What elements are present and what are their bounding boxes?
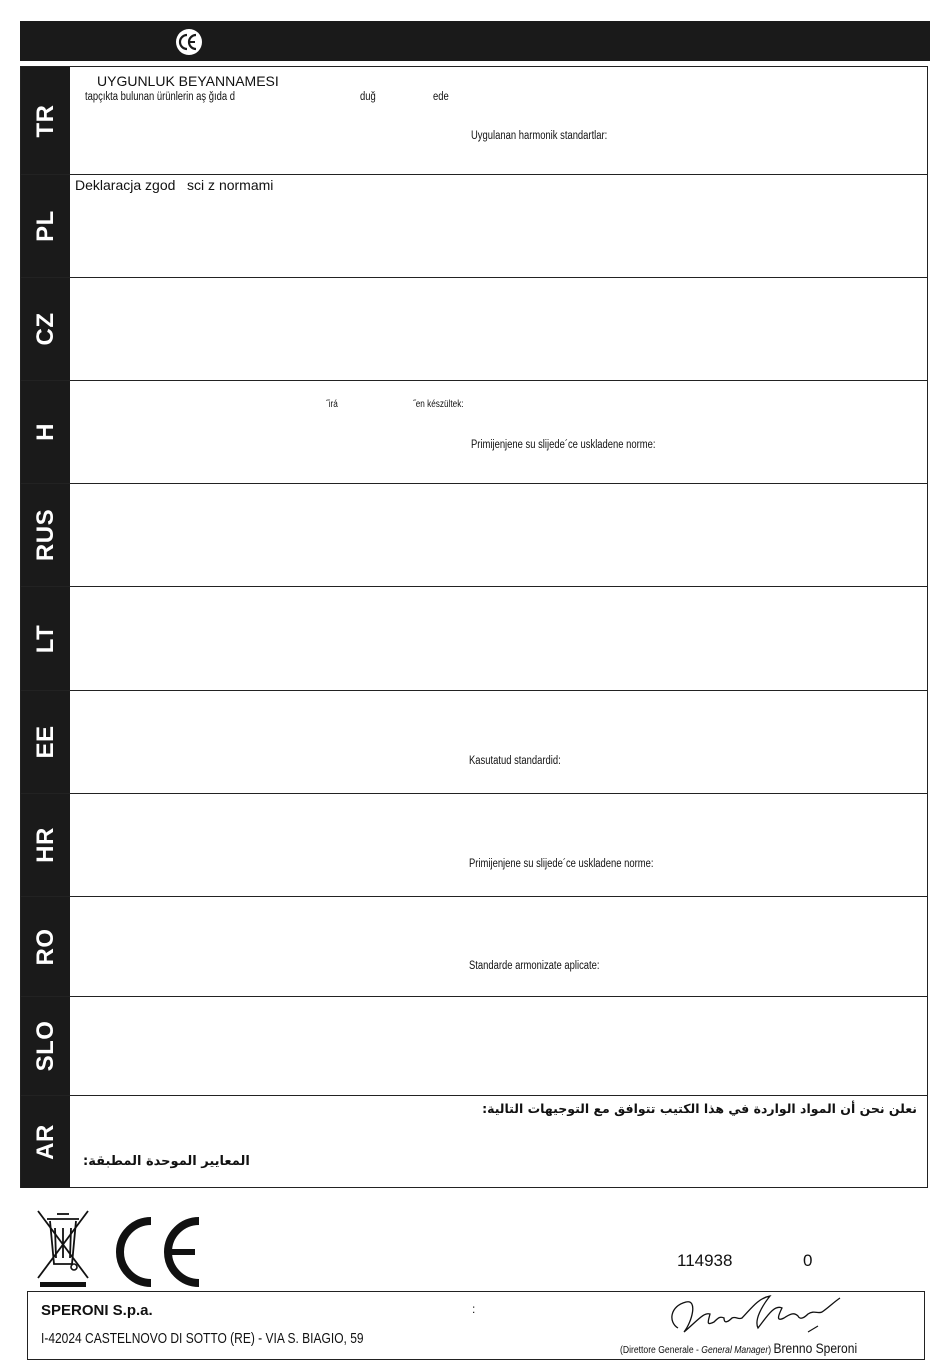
language-label-ro: RO: [21, 897, 70, 996]
text-fragment: ˝irá: [326, 399, 338, 410]
language-label-lt: LT: [21, 587, 70, 690]
section-ee: [21, 691, 927, 794]
declaration-table: [20, 66, 928, 1188]
signature-icon: [658, 1292, 858, 1340]
arabic-standards-label: المعايير الموحدة المطبقة:: [83, 1154, 250, 1169]
section-slo: [21, 997, 927, 1096]
section-title: UYGUNLUK BEYANNAMESI: [97, 73, 279, 89]
section-cz: [21, 278, 927, 381]
standards-label: Kasutatud standardid:: [469, 755, 561, 767]
standards-label: Standarde armonizate aplicate:: [469, 960, 600, 972]
section-h: [21, 381, 927, 484]
company-address: I-42024 CASTELNOVO DI SOTTO (RE) - VIA S. BIAGIO, 59: [41, 1330, 364, 1347]
section-tr: [21, 67, 927, 175]
text-fragment: duğ: [360, 91, 376, 103]
language-label-tr: TR: [21, 67, 70, 174]
text-fragment: ede: [433, 91, 449, 103]
standards-label: Uygulanan harmonik standartlar:: [471, 130, 608, 142]
company-name: SPERONI S.p.a.: [41, 1302, 153, 1319]
section-ro: [21, 897, 927, 997]
section-lt: [21, 587, 927, 691]
footer-box: [27, 1291, 925, 1360]
language-label-ee: EE: [21, 691, 70, 793]
standards-label: Primijenjene su slijede´ce uskladene norme:: [471, 439, 656, 451]
language-label-cz: CZ: [21, 278, 70, 380]
section-rus: [21, 484, 927, 587]
section-pl: [21, 175, 927, 278]
section-hr: [21, 794, 927, 897]
section-ar: [21, 1096, 927, 1188]
section-title: Deklaracja zgod sci z normami: [75, 177, 274, 193]
manager-name: Brenno Speroni: [773, 1340, 858, 1356]
revision-number: 0: [803, 1251, 813, 1270]
language-label-slo: SLO: [21, 997, 70, 1095]
document-code: 114938: [677, 1251, 733, 1270]
header-bar: [20, 21, 930, 61]
declaration-text: tapçıkta bulunan ürünlerin aş ğıda d: [85, 91, 235, 103]
standards-label: Primijenjene su slijede´ce uskladene norme:: [469, 858, 654, 870]
ce-mark-icon: [173, 28, 205, 56]
arabic-declaration: نعلن نحن أن المواد الواردة في هذا الكتيب تتوافق مع التوجيهات التالية:: [482, 1101, 917, 1116]
weee-crossed-bin-icon: [35, 1208, 91, 1288]
language-label-pl: PL: [21, 175, 70, 277]
text-fragment: ˝en készültek:: [413, 399, 464, 410]
colon-mark: :: [472, 1302, 476, 1316]
language-label-ar: AR: [21, 1096, 70, 1188]
language-label-h: H: [21, 381, 70, 483]
language-label-rus: RUS: [21, 484, 70, 586]
ce-mark-icon: [115, 1217, 205, 1287]
manager-credit: (Direttore Generale - General Manager) Brenno Speroni: [620, 1340, 858, 1356]
language-label-hr: HR: [21, 794, 70, 896]
